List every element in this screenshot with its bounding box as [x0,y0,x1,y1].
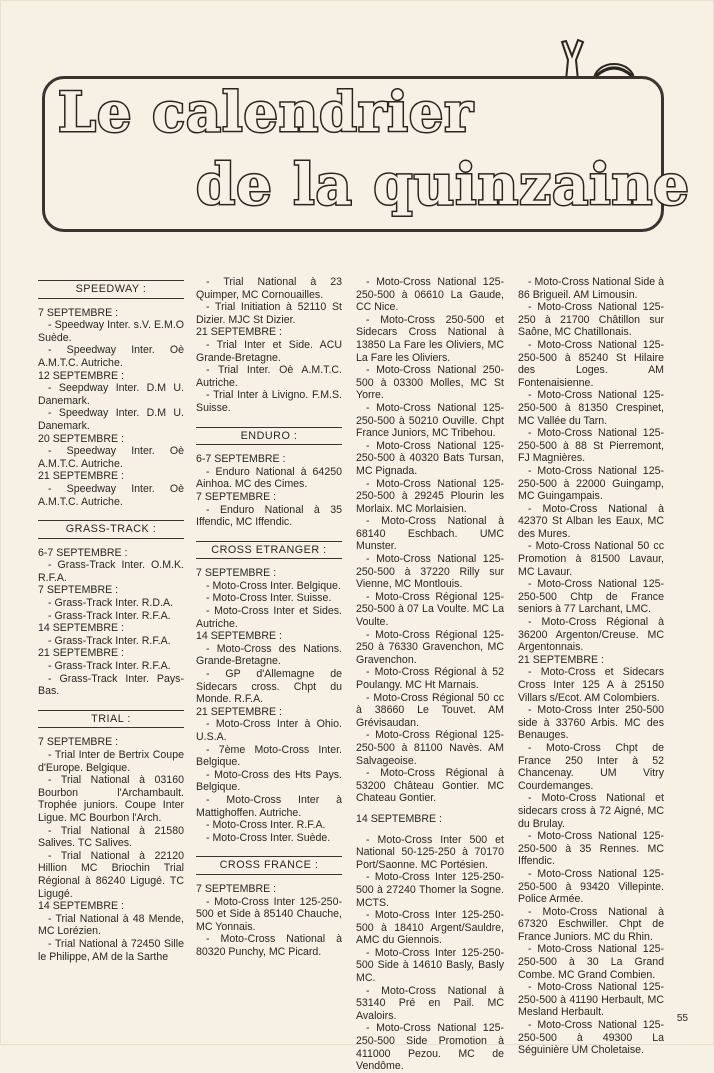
spacer [196,844,342,852]
event-entry: - Speedway Inter. Oè A.M.T.C. Autriche. [38,482,184,508]
event-date: 7 SEPTEMBRE : [196,490,277,503]
event-entry: - Moto-Cross National à 67320 Eschwiller. Chpt de France Juniors. MC du Rhin. [518,905,664,943]
event-entry: - Trial National à 22120 Hillion MC Briochin Trial Régional à 86240 Ligugé. TC Ligugé. [38,849,184,900]
event-entry: - Moto-Cross National 125-250-500 Chtp de France seniors à 77 Larchant, LMC. [518,578,664,616]
event-entry: - Trial National à 21580 Salives. TC Salives. [38,824,184,850]
event-date: 21 SEPTEMBRE : [196,326,282,339]
event-date: 7 SEPTEMBRE : [38,584,119,597]
spacer [356,805,504,813]
event-entry: - Moto-Cross National 125-250-500 à 81350 Crespinet, MC Vallée du Tarn. [518,389,664,427]
event-entry: - Moto-Cross Inter à Ohio. U.S.A. [196,718,342,743]
event-entry: - Moto-Cross Régional 125-250 à 76330 Gravenchon, MC Gravenchon. [356,628,504,666]
event-entry: - Moto-Cross Régional à 53200 Château Gontier. MC Chateau Gontier. [356,767,504,805]
event-entry: - Trial National à 72450 Sille le Philippe, AM de la Sarthe [38,937,184,963]
event-entry: - Moto-Cross Inter à Mattighoffen. Autriche. [196,793,342,819]
event-date: 21 SEPTEMBRE : [196,705,282,718]
event-entry: - Moto-Cross National 125-250-500 à 35 Rennes. MC Iffendic. [518,830,664,868]
event-entry: - Moto-Cross National 50 cc Promotion à 81500 Lavaur, MC Lavaur. [518,540,664,578]
spacer [38,508,184,516]
event-entry: - Moto-Cross National Side à 86 Brigueil. AM Limousin. [518,276,665,301]
event-entry: - Trial Inter et Side. ACU Grande-Bretagne. [196,338,342,364]
event-entry: - Moto-Cross Inter 125-250-500 à 27240 Thomer la Sogne. MCTS. [356,871,504,909]
event-entry: - Moto-Cross Inter. Belgique. [206,579,341,592]
event-date: 7 SEPTEMBRE : [196,567,277,580]
event-entry: - Moto-Cross National 125-250-500 à 37220 Rilly sur Vienne, MC Montlouis. [356,553,504,591]
event-entry: - Grass-Track Inter. R.F.A. [48,609,171,622]
page-number: 55 [676,1013,688,1024]
event-entry: - Moto-Cross National à 53140 Pré en Pail. MC Avaloirs. [356,984,504,1022]
event-entry: - Moto-Cross National 125-250-500 à 49300 La Séguinière UM Choletaise. [518,1019,664,1057]
event-entry: - Grass-Track Inter. R.F.A. [48,660,171,673]
event-date: 6-7 SEPTEMBRE : [196,453,286,466]
event-entry: - Trial Initiation à 52110 St Dizier. MJC St Dizier. [196,301,342,326]
event-entry: - Speedway Inter. Oè A.M.T.C. Autriche. [38,344,184,369]
event-entry: - Moto-Cross National 125-250-500 à 06610 La Gaude, CC Nice. [356,276,504,314]
event-entry: - Moto-Cross Régional 125-250-500 à 07 La Voulte. MC La Voulte. [356,590,504,629]
header [0,0,714,240]
event-entry: - Speedway Inter. s.V. E.M.O Suède. [38,319,184,344]
event-entry: - Moto-Cross Régional 125-250-500 à 81100 Navès. AM Salvageoise. [356,729,504,767]
event-entry: - Moto-Cross des Hts Pays. Belgique. [196,768,342,794]
event-date: 21 SEPTEMBRE : [518,653,604,666]
event-date: 7 SEPTEMBRE : [196,882,277,895]
event-entry: - Moto-Cross National 125-250-500 à 85240 St Hilaire des Loges. AM Fontenaisienne. [518,338,664,389]
event-entry: - Moto-Cross Inter 125-250-500 et Side à 85140 Chauche, MC Yonnais. [196,895,342,933]
event-entry: - Seepdway Inter. D.M U. Danemark. [38,382,184,407]
event-date: 14 SEPTEMBRE : [38,622,124,635]
section-heading: TRIAL : [38,710,184,729]
event-entry: - Moto-Cross et Sidecars Cross Inter 125 A à 25150 Villars s/Ecot. AM Colombiers. [518,666,664,704]
event-entry: - Trial Inter à Livigno. F.M.S. Suisse. [196,389,342,414]
event-entry: - Moto-Cross National 125-250-500 à 88 St Pierremont, FJ Magnières. [518,427,664,465]
event-entry: - Moto-Cross National à 68140 Eschbach. UMC Munster. [356,515,504,553]
event-entry: - Moto-Cross National 125-250-500 à 93420 Villepinte. Police Armée. [518,867,664,906]
event-date: 21 SEPTEMBRE : [38,647,124,660]
event-entry: - Grass-Track Inter. O.M.K. R.F.A. [38,559,184,584]
event-entry: - Moto-Cross Inter 500 et National 50-125-250 à 70170 Port/Saonne. MC Portésien. [356,833,504,871]
section-heading: CROSS FRANCE : [196,856,342,875]
event-entry: - Grass-Track Inter. Pays-Bas. [38,672,184,698]
column-1 [38,276,184,963]
event-date: 21 SEPTEMBRE : [38,470,124,483]
event-entry: - Trial Inter de Bertrix Coupe d'Europe. Belgique. [38,749,184,774]
event-date: 7 SEPTEMBRE : [38,306,119,319]
column-3 [356,276,504,1073]
event-entry: - Trial Inter. Oè A.M.T.C. Autriche. [196,364,342,389]
event-entry: - Enduro National à 64250 Ainhoa. MC des Cimes. [196,465,342,491]
event-entry: - Trial National à 23 Quimper, MC Cornouailles. [196,276,342,301]
event-entry: - Moto-Cross Régional à 36200 Argenton/Creuse. MC Argentonnais. [518,616,664,654]
event-entry: - Moto-Cross National 125-250 à 21700 Châtillon sur Saône, MC Chatillonais. [518,301,664,339]
event-entry: - Moto-Cross National à 42370 St Alban les Eaux, MC des Mures. [518,502,664,540]
event-entry: - Moto-Cross National 125-250-500 à 30 La Grand Combe. MC Grand Combien. [518,943,664,981]
event-entry: - Moto-Cross Inter. Suisse. [206,592,332,605]
section-heading: GRASS-TRACK : [38,520,184,539]
event-entry: - Moto-Cross Inter 125-250-500 Side à 14610 Basly, Basly MC. [356,946,504,985]
event-entry: - Moto-Cross National 125-250-500 à 40320 Bats Tursan, MC Pignada. [356,439,504,477]
event-entry: - Moto-Cross 250-500 et Sidecars Cross National à 13850 La Fare les Oliviers, MC La Fare les Oliviers. [356,313,504,364]
event-date: 6-7 SEPTEMBRE : [38,546,128,559]
event-entry: - Moto-Cross Chpt de France 250 Inter à 52 Chancenay. UM Vitry Courdemanges. [518,741,664,792]
section-heading: ENDURO : [196,427,342,446]
event-entry: - Moto-Cross Inter 250-500 side à 33760 Arbis. MC des Benauges. [518,704,664,742]
event-entry: - Moto-Cross National et sidecars cross à 72 Aigné, MC du Brulay. [518,792,664,830]
event-entry: - Moto-Cross National 125-250-500 à 29245 Plourin les Morlaix. MC Morlaisien. [356,477,504,515]
event-entry: - Moto-Cross National 125-250-500 à 22000 Guingamp, MC Guingampais. [518,464,664,503]
spacer [196,529,342,537]
event-entry: - Trial National à 48 Mende, MC Lorézien. [38,912,184,938]
event-entry: - Moto-Cross des Nations. Grande-Bretagne. [196,642,342,668]
section-heading: CROSS ETRANGER : [196,541,342,560]
event-entry: - Grass-Track Inter. R.D.A. [48,597,173,610]
event-date: 14 SEPTEMBRE : [196,630,282,643]
event-entry: - Moto-Cross National 250-500 à 03300 Molles, MC St Yorre. [356,364,504,402]
section-heading: SPEEDWAY : [38,280,184,299]
event-entry: - Moto-Cross National 125-250-500 à 41190 Herbault, MC Mesland Herbault. [518,981,664,1019]
event-entry: - 7ème Moto-Cross Inter. Belgique. [196,743,342,769]
event-entry: - Moto-Cross Inter 125-250-500 à 18410 Argent/Sauldre, AMC du Giennois. [356,909,504,947]
page-title-line2: de la quinzaine [196,152,690,218]
event-entry: - Moto-Cross Inter et Sides. Autriche. [196,605,342,630]
column-4 [518,276,664,1057]
spacer [196,415,342,423]
event-entry: - Moto-Cross Inter. Suède. [206,831,331,844]
event-date: 14 SEPTEMBRE : [356,812,442,825]
event-entry: - Moto-Cross National à 80320 Punchy, MC Picard. [196,933,342,958]
spacer [38,698,184,706]
event-entry: - Moto-Cross Régional 50 cc à 38660 Le Touvet. AM Grévisaudan. [356,691,504,729]
event-date: 14 SEPTEMBRE : [38,900,124,913]
event-entry: - Enduro National à 35 Iffendic, MC Iffendic. [196,503,342,529]
event-entry: - Moto-Cross National 125-250-500 à 50210 Ouville. Chpt France Juniors, MC Tribehou. [356,401,504,440]
event-date: 12 SEPTEMBRE : [38,369,124,382]
event-entry: - Moto-Cross Régional à 52 Poulangy. MC Ht Marnais. [356,666,504,691]
column-2 [196,276,342,959]
event-date: 20 SEPTEMBRE : [38,432,124,445]
event-entry: - Moto-Cross National 125-250-500 Side Promotion à 411000 Pezou. MC de Vendôme. [356,1022,504,1073]
event-entry: - Moto-Cross Inter. R.F.A. [206,819,326,832]
event-entry: - Speedway Inter. D.M U. Danemark. [38,407,184,432]
page-title-line1: Le calendrier [58,80,474,144]
event-date: 7 SEPTEMBRE : [38,736,119,749]
event-entry: - Trial National à 03160 Bourbon l'Archambault. Trophée juniors. Coupe Inter Ligue. MC Bourbon l'Arch. [38,774,184,824]
event-entry: - Grass-Track Inter. R.F.A. [48,634,171,647]
spacer [356,826,504,834]
event-entry: - Speedway Inter. Oè A.M.T.C. Autriche. [38,445,184,470]
event-entry: - GP d'Allemagne de Sidecars cross. Chpt du Monde. R.F.A. [196,668,342,706]
